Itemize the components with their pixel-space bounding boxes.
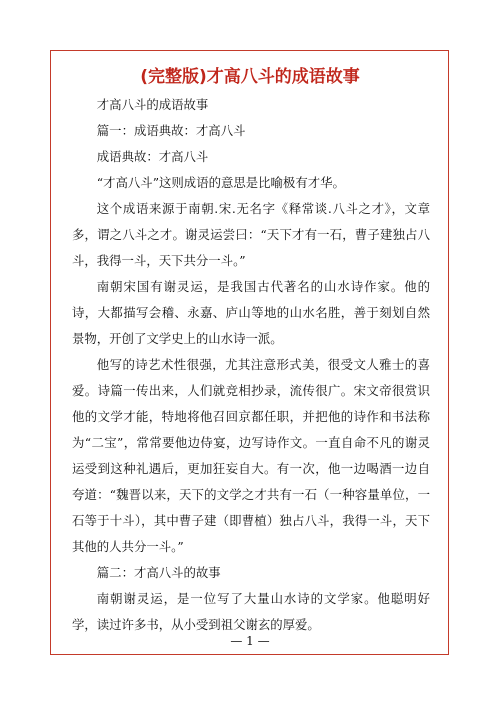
paragraph: 才高八斗的成语故事 — [96, 97, 209, 112]
paragraph: 成语典故：才高八斗 — [96, 149, 209, 164]
paragraph: 南朝谢灵运，是一位写了大量山水诗的文学家。他聪明好学，读过许多书，从小受到祖父谢玄的厚爱。 — [72, 591, 430, 632]
document-body — [72, 92, 430, 638]
paragraph: “才高八斗”这则成语的意思是比喻极有才华。 — [96, 175, 345, 190]
document-title: (完整版)才高八斗的成语故事 — [140, 67, 360, 87]
paragraph: 南朝宋国有谢灵运，是我国古代著名的山水诗作家。他的诗，大都描写会稽、永嘉、庐山等地的山水名胜，善于刻划自然景物，开创了文学史上的山水诗一派。 — [72, 279, 430, 346]
paragraph: 这个成语来源于南朝.宋.无名字《释常谈.八斗之才》，文章多，谓之八斗之才。谢灵运尝曰：“天下才有一石，曹子建独占八斗，我得一斗，天下共分一斗。” — [72, 201, 430, 268]
page-number: — 1 — — [230, 634, 270, 648]
paragraph: 篇一：成语典故：才高八斗 — [96, 123, 246, 138]
paragraph: 他写的诗艺术性很强，尤其注意形式美，很受文人雅士的喜爱。诗篇一传出来，人们就竞相抄录，流传很广。宋文帝很赏识他的文学才能，特地将他召回京都任职，并把他的诗作和书法称为“二宝”，常常要他边侍宴，边写诗作文。一直自命不凡的谢灵运受到这种礼遇后，更加狂妄自大。有一次，他一边喝酒一边自夸道：“魏晋以来，天下的文学之才共有一石（一种容量单位，一石等于十斗），其中曹子建（即曹植）独占八斗，我得一斗，天下其他的人共分一斗。” — [72, 357, 430, 554]
paragraph: 篇二：才高八斗的故事 — [96, 565, 221, 580]
